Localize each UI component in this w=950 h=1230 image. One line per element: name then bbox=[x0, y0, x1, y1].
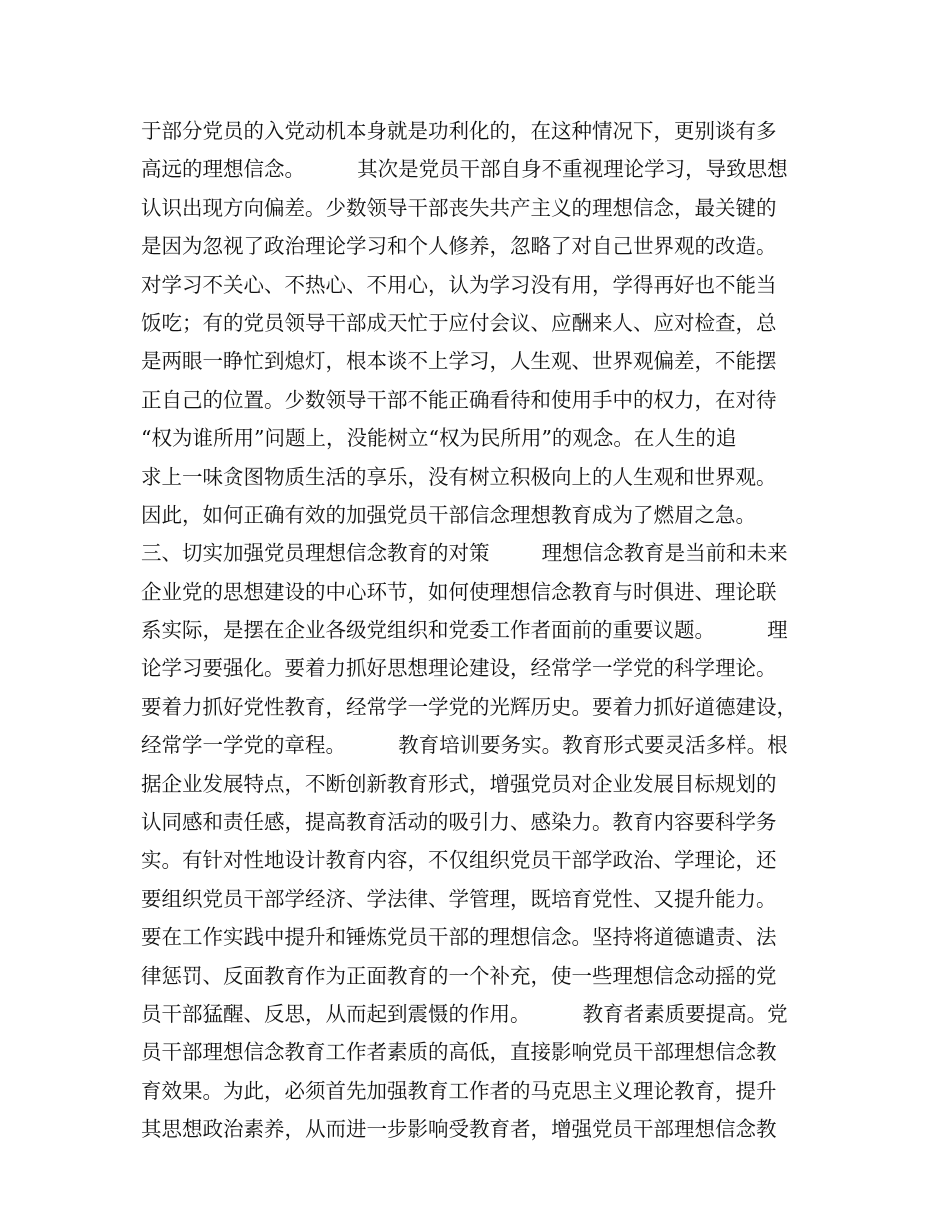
text-line: 是两眼一睁忙到熄灯，根本谈不上学习，人生观、世界观偏差，不能摆 bbox=[141, 349, 777, 374]
text-line: 实。有针对性地设计教育内容，不仅组织党员干部学政治、学理论，还 bbox=[141, 848, 777, 873]
text-line: “权为谁所用”问题上，没能树立“权为民所用”的观念。在人生的追 bbox=[141, 426, 737, 451]
text-line: 高远的理想信念。 其次是党员干部自身不重视理论学习，导致思想 bbox=[141, 157, 788, 182]
text-line: 律惩罚、反面教育作为正面教育的一个补充，使一些理想信念动摇的党 bbox=[141, 963, 777, 988]
text-line: 因此，如何正确有效的加强党员干部信念理想教育成为了燃眉之急。 bbox=[141, 502, 756, 527]
text-line: 要着力抓好党性教育，经常学一学党的光辉历史。要着力抓好道德建设， bbox=[141, 694, 797, 719]
text-line: 企业党的思想建设的中心环节，如何使理想信念教育与时俱进、理论联 bbox=[141, 579, 777, 604]
text-line: 系实际，是摆在企业各级党组织和党委工作者面前的重要议题。 理 bbox=[141, 618, 788, 643]
text-line: 其思想政治素养，从而进一步影响受教育者，增强党员干部理想信念教 bbox=[141, 1117, 777, 1142]
text-line: 论学习要强化。要着力抓好思想理论建设，经常学一学党的科学理论。 bbox=[141, 656, 777, 681]
body-text bbox=[141, 112, 841, 1149]
text-line: 求上一味贪图物质生活的享乐，没有树立积极向上的人生观和世界观。 bbox=[141, 464, 777, 489]
text-line: 育效果。为此，必须首先加强教育工作者的马克思主义理论教育，提升 bbox=[141, 1078, 777, 1103]
text-line: 经常学一学党的章程。 教育培训要务实。教育形式要灵活多样。根 bbox=[141, 733, 788, 758]
text-line: 认同感和责任感，提高教育活动的吸引力、感染力。教育内容要科学务 bbox=[141, 810, 777, 835]
text-line: 员干部猛醒、反思，从而起到震慑的作用。 教育者素质要提高。党 bbox=[141, 1001, 788, 1026]
text-line: 要在工作实践中提升和锤炼党员干部的理想信念。坚持将道德谴责、法 bbox=[141, 925, 777, 950]
text-line: 对学习不关心、不热心、不用心，认为学习没有用，学得再好也不能当 bbox=[141, 272, 777, 297]
text-line: 据企业发展特点，不断创新教育形式，增强党员对企业发展目标规划的 bbox=[141, 771, 777, 796]
text-line: 于部分党员的入党动机本身就是功利化的，在这种情况下，更别谈有多 bbox=[141, 119, 777, 143]
text-line: 员干部理想信念教育工作者素质的高低，直接影响党员干部理想信念教 bbox=[141, 1040, 777, 1065]
text-line: 正自己的位置。少数领导干部不能正确看待和使用手中的权力，在对待 bbox=[141, 387, 777, 412]
text-line: 饭吃；有的党员领导干部成天忙于应付会议、应酬来人、应对检查，总 bbox=[141, 310, 777, 335]
text-line: 认识出现方向偏差。少数领导干部丧失共产主义的理想信念，最关键的 bbox=[141, 195, 777, 220]
text-line: 三、切实加强党员理想信念教育的对策 理想信念教育是当前和未来 bbox=[141, 541, 788, 566]
text-line: 要组织党员干部学经济、学法律、学管理，既培育党性、又提升能力。 bbox=[141, 886, 777, 911]
text-line: 是因为忽视了政治理论学习和个人修养，忽略了对自己世界观的改造。 bbox=[141, 234, 777, 259]
